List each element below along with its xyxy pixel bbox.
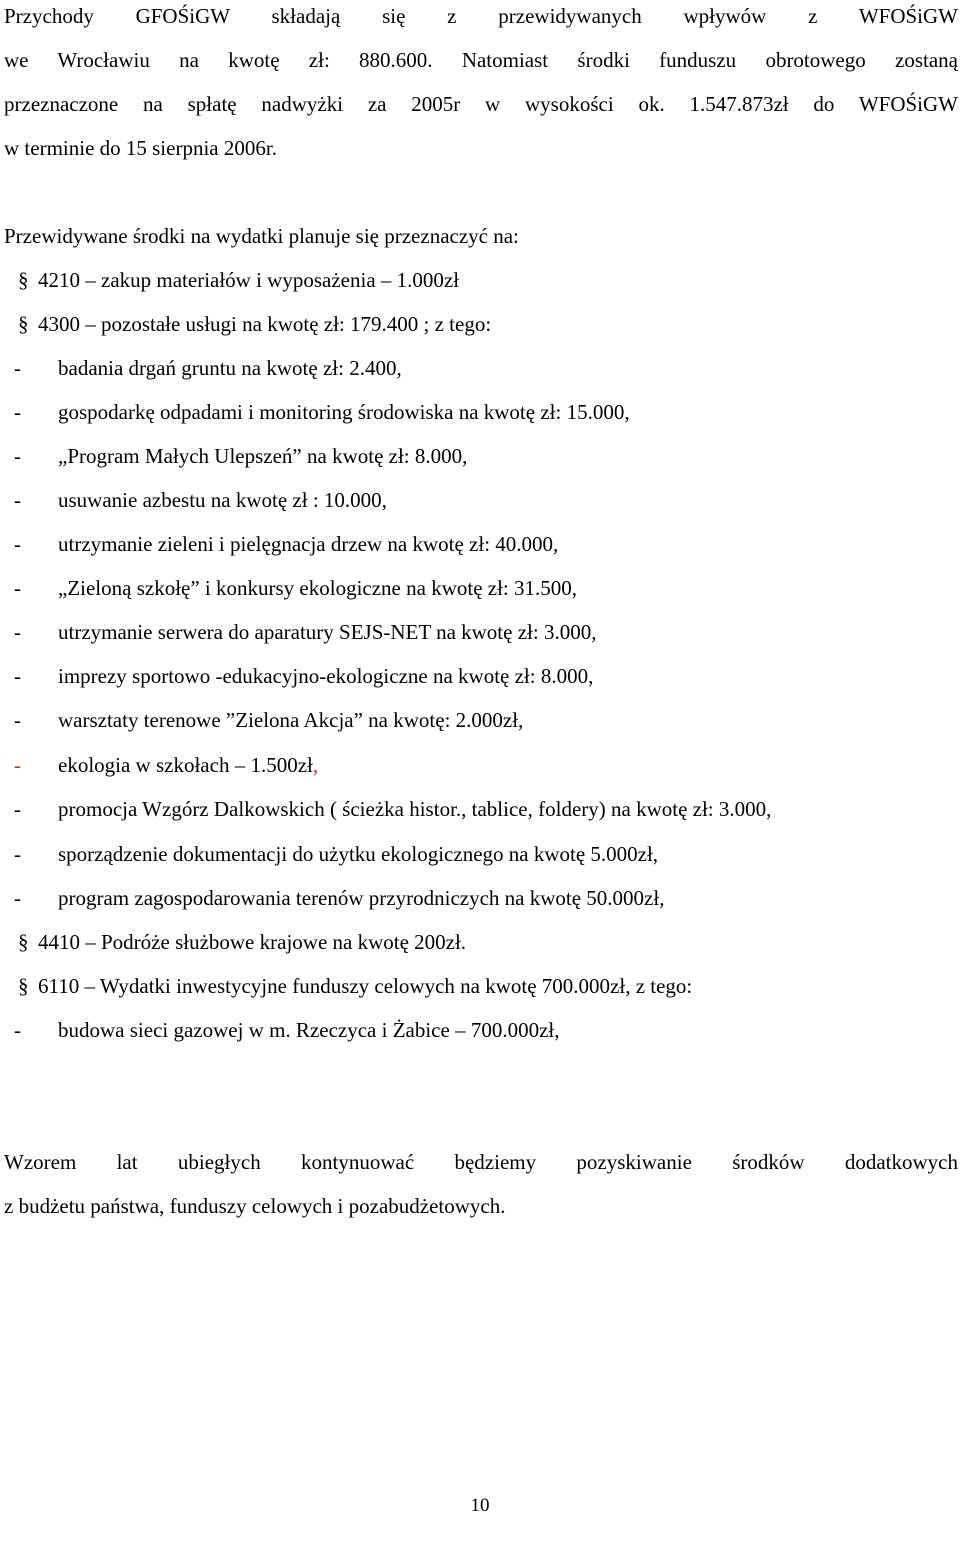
intro-line-3: przeznaczone na spłatę nadwyżki za 2005r w wysokości ok. 1.547.873zł do WFOŚiGW	[4, 92, 958, 116]
dash-bullet: -	[14, 532, 21, 556]
list-item	[14, 884, 664, 912]
list-item-text: warsztaty terenowe ”Zielona Akcja” na kwotę: 2.000zł,	[58, 708, 524, 732]
section-4210	[18, 266, 459, 294]
highlight-comma: ,	[312, 753, 319, 777]
dash-bullet: -	[14, 797, 21, 821]
list-item	[14, 354, 402, 382]
dash-bullet: -	[14, 842, 21, 866]
list-item-text: badania drgań gruntu na kwotę zł: 2.400,	[58, 356, 402, 380]
list-item-text: ekologia w szkołach – 1.500zł	[58, 753, 313, 777]
expenses-intro: Przewidywane środki na wydatki planuje się przeznaczyć na:	[4, 224, 519, 248]
list-item	[14, 662, 593, 690]
list-item	[14, 840, 658, 868]
dash-bullet: -	[14, 620, 21, 644]
list-item-text: usuwanie azbestu na kwotę zł : 10.000,	[58, 488, 387, 512]
list-item-highlighted	[14, 751, 318, 779]
list-item	[14, 618, 596, 646]
section-mark-icon: §	[18, 312, 29, 336]
intro-line-2: we Wrocławiu na kwotę zł: 880.600. Natomiast środki funduszu obrotowego zostaną	[4, 48, 958, 72]
list-item-text: budowa sieci gazowej w m. Rzeczyca i Żabice – 700.000zł,	[58, 1018, 560, 1042]
section-6110	[18, 972, 692, 1000]
section-4300	[18, 310, 491, 338]
list-item	[14, 706, 523, 734]
intro-line-4: w terminie do 15 sierpnia 2006r.	[4, 136, 277, 160]
section-4410	[18, 928, 466, 956]
list-item	[14, 442, 467, 470]
dash-bullet: -	[14, 708, 21, 732]
list-item-text: sporządzenie dokumentacji do użytku ekologicznego na kwotę 5.000zł,	[58, 842, 659, 866]
list-item	[14, 795, 771, 823]
section-4210-text: 4210 – zakup materiałów i wyposażenia – 1.000zł	[38, 268, 460, 292]
section-4410-text: 4410 – Podróże służbowe krajowe na kwotę 200zł.	[38, 930, 467, 954]
list-item	[14, 398, 630, 426]
list-item-text: utrzymanie zieleni i pielęgnacja drzew na kwotę zł: 40.000,	[58, 532, 559, 556]
dash-bullet: -	[14, 1018, 21, 1042]
closing-line-1: Wzorem lat ubiegłych kontynuować będziemy pozyskiwanie środków dodatkowych	[4, 1150, 958, 1174]
section-6110-text: 6110 – Wydatki inwestycyjne funduszy celowych na kwotę 700.000zł, z tego:	[38, 974, 693, 998]
list-item	[14, 1016, 559, 1044]
dash-bullet: -	[14, 356, 21, 380]
list-item	[14, 486, 387, 514]
section-mark-icon: §	[18, 974, 29, 998]
list-item-text: gospodarkę odpadami i monitoring środowiska na kwotę zł: 15.000,	[58, 400, 630, 424]
list-item	[14, 530, 558, 558]
intro-line-1: Przychody GFOŚiGW składają się z przewidywanych wpływów z WFOŚiGW	[4, 4, 958, 28]
dash-bullet: -	[14, 576, 21, 600]
dash-bullet: -	[14, 444, 21, 468]
list-item-text: utrzymanie serwera do aparatury SEJS-NET na kwotę zł: 3.000,	[58, 620, 597, 644]
section-mark-icon: §	[18, 268, 29, 292]
list-item-text: „Program Małych Ulepszeń” na kwotę zł: 8.000,	[58, 444, 468, 468]
closing-line-2: z budżetu państwa, funduszy celowych i pozabudżetowych.	[4, 1194, 506, 1218]
section-4300-text: 4300 – pozostałe usługi na kwotę zł: 179.400 ; z tego:	[38, 312, 492, 336]
list-item-text: imprezy sportowo -edukacyjno-ekologiczne na kwotę zł: 8.000,	[58, 664, 594, 688]
list-item-text: promocja Wzgórz Dalkowskich ( ścieżka histor., tablice, foldery) na kwotę zł: 3.000,	[58, 797, 772, 821]
page-number: 10	[470, 1495, 490, 1516]
list-item-text: program zagospodarowania terenów przyrodniczych na kwotę 50.000zł,	[58, 886, 665, 910]
section-mark-icon: §	[18, 930, 29, 954]
dash-bullet: -	[14, 488, 21, 512]
dash-bullet: -	[14, 664, 21, 688]
dash-bullet: -	[14, 400, 21, 424]
dash-bullet-red: -	[14, 753, 21, 777]
list-item-text: „Zieloną szkołę” i konkursy ekologiczne na kwotę zł: 31.500,	[58, 576, 578, 600]
dash-bullet: -	[14, 886, 21, 910]
list-item	[14, 574, 577, 602]
